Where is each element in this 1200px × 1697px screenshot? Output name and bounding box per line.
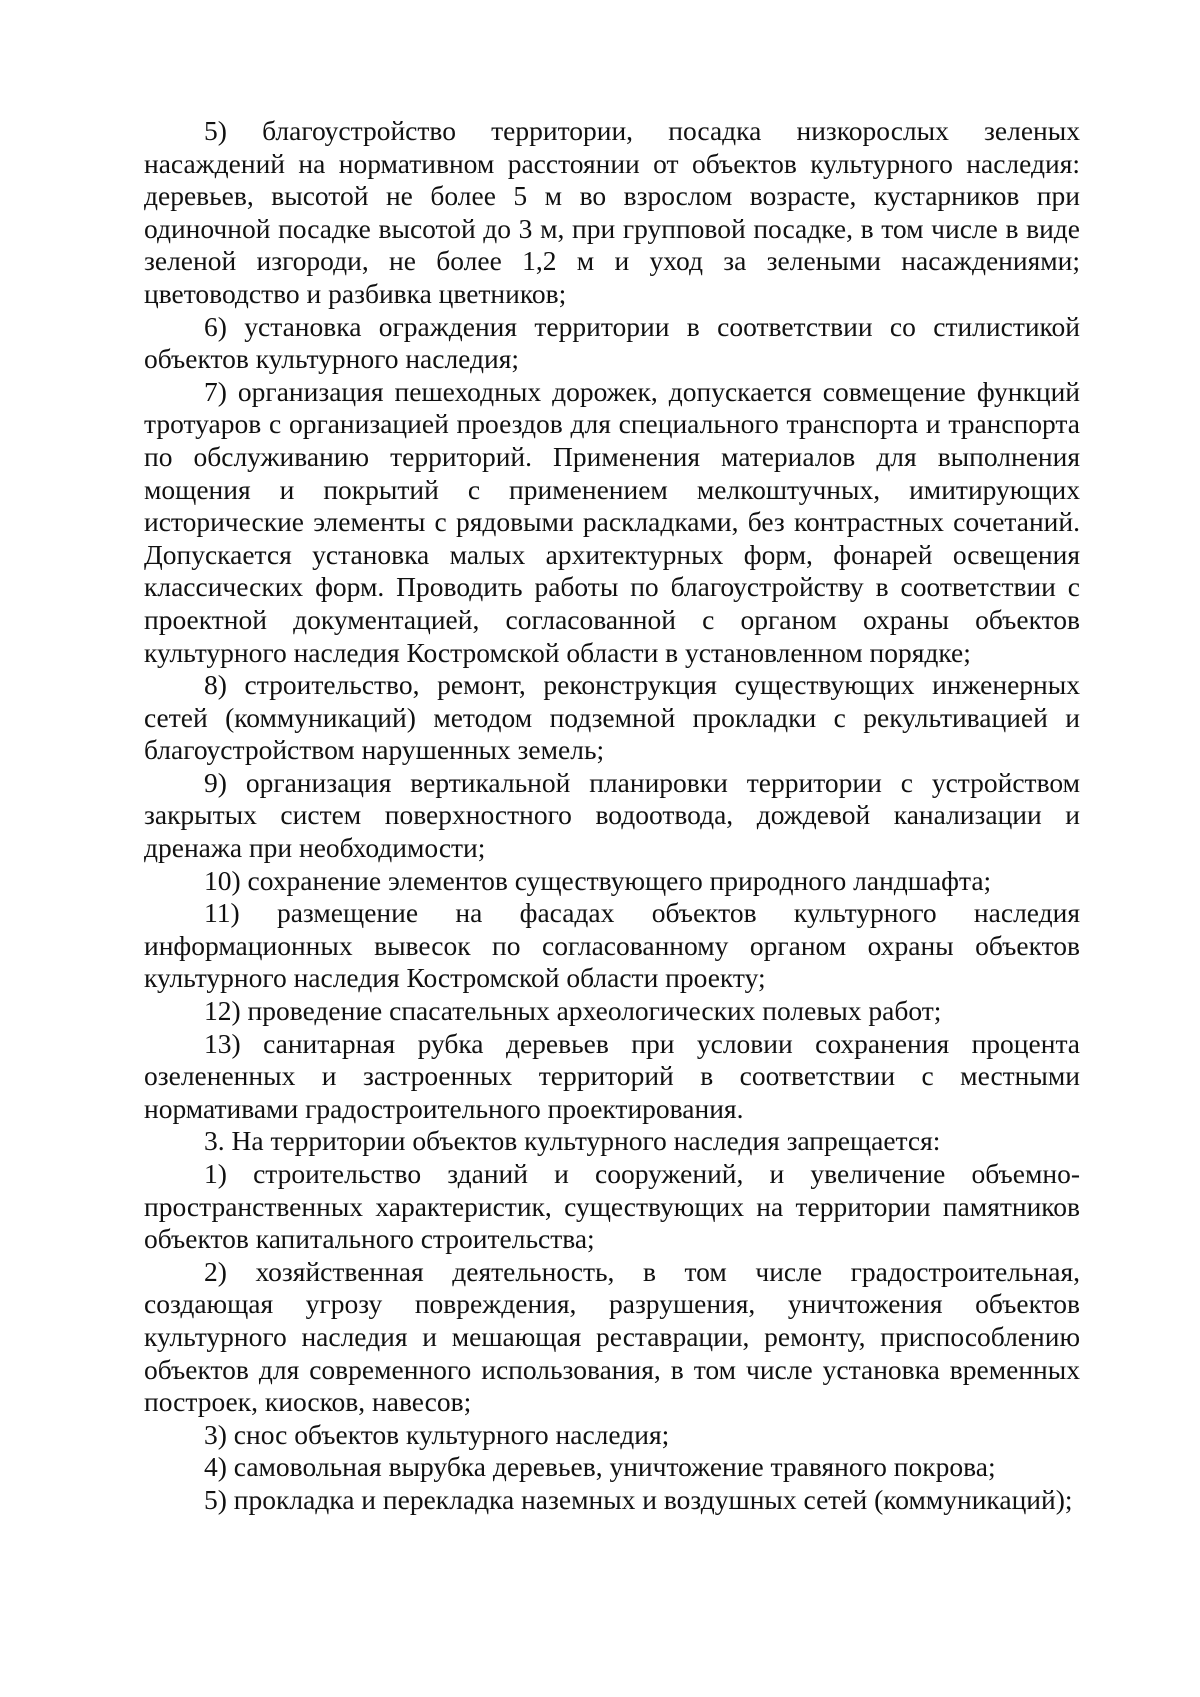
prohibited-item-4-tree-felling: 4) самовольная вырубка деревьев, уничтожение травяного покрова; (204, 1451, 996, 1483)
paragraph-item-6-fencing: 6) установка ограждения территории в соответствии со стилистикой объектов культурного наследия; (144, 310, 1080, 375)
paragraph-item-12-archaeology: 12) проведение спасательных археологических полевых работ; (204, 995, 942, 1027)
prohibited-item-5-overhead-networks: 5) прокладка и перекладка наземных и воздушных сетей (коммуникаций); (204, 1483, 1073, 1515)
prohibited-item-2-economic-activity: 2) хозяйственная деятельность, в том числе градостроительная, создающая угрозу повреждения, разрушения, уничтожения объектов культурного наследия и мешающая реставрации, ремонту, приспособлению объектов для современного использования, в том числе установка временных построек, киосков, навесов; (144, 1255, 1080, 1418)
section-3-heading: 3. На территории объектов культурного наследия запрещается: (204, 1125, 941, 1157)
paragraph-item-10-landscape: 10) сохранение элементов существующего природного ландшафта; (204, 864, 992, 896)
paragraph-item-8-engineering-networks: 8) строительство, ремонт, реконструкция существующих инженерных сетей (коммуникаций) методом подземной прокладки с рекультивацией и благоустройством нарушенных земель; (144, 669, 1080, 766)
paragraph-item-7-footpaths: 7) организация пешеходных дорожек, допускается совмещение функций тротуаров с организацией проездов для специального транспорта и транспорта по обслуживанию территорий. Применения материалов для выполнения мощения и покрытий с применением мелкоштучных, имитирующих исторические элементы с рядовыми раскладками, без контрастных сочетаний. Допускается установка малых архитектурных форм, фонарей освещения классических форм. Проводить работы по благоустройству в соответствии с проектной документацией, согласованной с органом охраны объектов культурного наследия Костромской области в установленном порядке; (144, 375, 1080, 668)
document-text-body (144, 115, 1080, 1517)
paragraph-item-9-vertical-planning: 9) организация вертикальной планировки территории с устройством закрытых систем поверхностного водоотвода, дождевой канализации и дренажа при необходимости; (144, 766, 1080, 864)
prohibited-item-3-demolition: 3) снос объектов культурного наследия; (204, 1418, 670, 1450)
paragraph-item-13-sanitary-felling: 13) санитарная рубка деревьев при условии сохранения процента озелененных и застроенных территорий в соответствии с местными нормативами градостроительного проектирования. (144, 1027, 1080, 1124)
paragraph-item-11-signage: 11) размещение на фасадах объектов культурного наследия информационных вывесок по согласованному органом охраны объектов культурного наследия Костромской области проекту; (144, 897, 1080, 994)
prohibited-item-1-construction: 1) строительство зданий и сооружений, и увеличение объемно-пространственных характеристик, существующих на территории памятников объектов капитального строительства; (144, 1158, 1080, 1255)
paragraph-item-5-landscaping: 5) благоустройство территории, посадка низкорослых зеленых насаждений на нормативном расстоянии от объектов культурного наследия: деревьев, высотой не более 5 м во взрослом возрасте, кустарников при одиночной посадке высотой до 3 м, при групповой посадке, в том числе в виде зеленой изгороди, не более 1,2 м и уход за зелеными насаждениями; цветоводство и разбивка цветников; (144, 115, 1080, 309)
